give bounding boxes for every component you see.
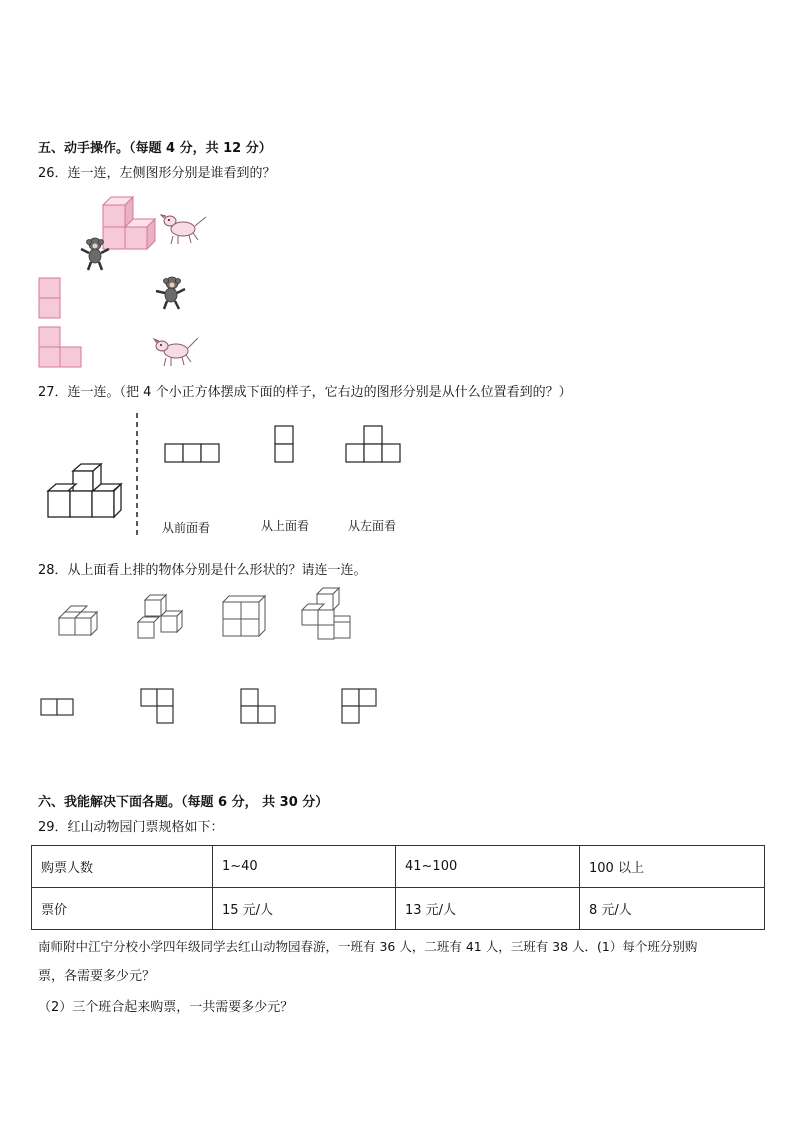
table-cell: 100 以上 [580,846,765,888]
q27-dashed-divider [136,413,140,541]
section-5-heading: 五、动手操作。（每题 4 分，共 12 分） [38,141,272,156]
q28-object-1 [56,604,106,640]
question-29-paragraph-line-2: 票，各需要多少元？ [38,969,156,984]
table-cell: 41~100 [396,846,580,888]
question-27-text: 27．连一连。（把 4 个小正方体摆成下面的样子，它右边的图形分别是从什么位置看到的？） [38,385,572,400]
table-cell: 购票人数 [32,846,213,888]
q28-shape-c [240,688,278,726]
q28-object-2 [135,592,187,644]
question-29-paragraph-line-1: 南师附中江宁分校小学四年级同学去红山动物园春游，一班有 36 人，二班有 41 人，三班有 38 人．(1）每个班分别购 [38,939,698,954]
q26-shape-vertical-two [38,277,62,321]
q27-view-top [274,425,296,465]
q27-cube-arrangement [44,462,126,522]
dog-icon [152,334,200,368]
ticket-price-table [31,845,765,930]
q27-label-left: 从左面看 [348,519,397,533]
question-28-text: 28．从上面看上排的物体分别是什么形状的？请连一连。 [38,563,367,578]
q28-object-3 [220,594,270,640]
question-26-text: 26．连一连，左侧图形分别是谁看到的？ [38,166,276,181]
question-29-sub-2: （2）三个班合起来购票，一共需要多少元？ [38,1000,294,1015]
table-cell: 票价 [32,888,213,930]
q28-shape-b [140,688,176,726]
q27-view-left [345,425,405,465]
q28-shape-a [40,698,76,718]
table-row [32,846,765,888]
table-cell: 8 元/人 [580,888,765,930]
monkey-icon [152,275,188,311]
q27-label-top: 从上面看 [261,519,310,533]
q28-object-4 [299,586,355,642]
monkey-icon [78,236,112,272]
q28-shape-d [341,688,379,726]
q26-shape-l-three [38,326,84,370]
table-row [32,888,765,930]
table-cell: 1~40 [213,846,396,888]
q27-view-front [164,443,224,465]
dog-icon [160,212,208,246]
question-29-text: 29．红山动物园门票规格如下： [38,820,224,835]
q27-label-front: 从前面看 [162,521,211,535]
table-cell: 13 元/人 [396,888,580,930]
table-cell: 15 元/人 [213,888,396,930]
section-6-heading: 六、我能解决下面各题。（每题 6 分， 共 30 分） [38,795,329,810]
